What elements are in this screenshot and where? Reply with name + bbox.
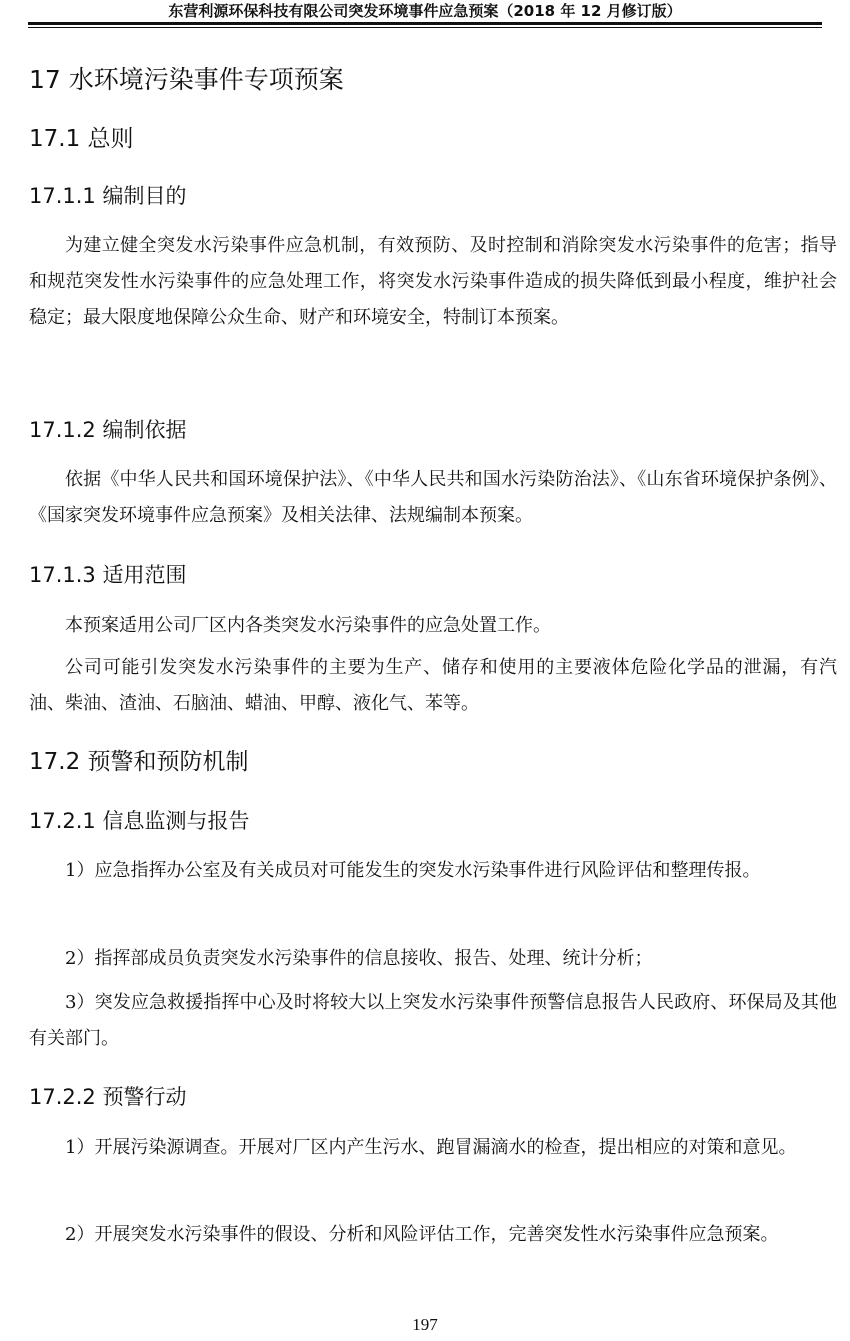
paragraph-basis: 依据《中华人民共和国环境保护法》、《中华人民共和国水污染防治法》、《山东省环境保护条例》、《国家突发环境事件应急预案》及相关法律、法规编制本预案。 — [29, 469, 837, 526]
header-rule-thick — [28, 22, 822, 25]
paragraph-monitoring-1: 1）应急指挥办公室及有关成员对可能发生的突发水污染事件进行风险评估和整理传报。 — [65, 860, 761, 881]
chapter-title: 17 水环境污染事件专项预案 — [29, 65, 344, 94]
paragraph-warning-1: 1）开展污染源调查。开展对厂区内产生污水、跑冒漏滴水的检查，提出相应的对策和意见。 — [65, 1137, 797, 1158]
subsection-title-17-1-2: 17.1.2 编制依据 — [29, 418, 187, 442]
paragraph-monitoring-3: 3）突发应急救援指挥中心及时将较大以上突发水污染事件预警信息报告人民政府、环保局及其他有关部门。 — [29, 992, 837, 1049]
subsection-title-17-1-1: 17.1.1 编制目的 — [29, 184, 187, 208]
header-rule-thin — [28, 27, 822, 28]
paragraph-scope-1: 本预案适用公司厂区内各类突发水污染事件的应急处置工作。 — [65, 615, 551, 636]
paragraph-purpose: 为建立健全突发水污染事件应急机制，有效预防、及时控制和消除突发水污染事件的危害；指导和规范突发性水污染事件的应急处理工作，将突发水污染事件造成的损失降低到最小程度，维护社会稳定；最大限度地保障公众生命、财产和环境安全，特制订本预案。 — [29, 235, 837, 328]
paragraph-warning-2: 2）开展突发水污染事件的假设、分析和风险评估工作，完善突发性水污染事件应急预案。 — [65, 1224, 779, 1245]
section-title-17-2: 17.2 预警和预防机制 — [29, 749, 249, 775]
section-title-17-1: 17.1 总则 — [29, 126, 134, 152]
page-number: 197 — [412, 1315, 438, 1334]
running-header: 东营利源环保科技有限公司突发环境事件应急预案（2018 年 12 月修订版） — [168, 2, 682, 20]
paragraph-monitoring-2: 2）指挥部成员负责突发水污染事件的信息接收、报告、处理、统计分析； — [65, 948, 653, 969]
paragraph-scope-2: 公司可能引发突发水污染事件的主要为生产、储存和使用的主要液体危险化学品的泄漏，有汽油、柴油、渣油、石脑油、蜡油、甲醇、液化气、苯等。 — [29, 657, 837, 714]
subsection-title-17-1-3: 17.1.3 适用范围 — [29, 563, 187, 587]
subsection-title-17-2-1: 17.2.1 信息监测与报告 — [29, 809, 250, 833]
subsection-title-17-2-2: 17.2.2 预警行动 — [29, 1085, 187, 1109]
